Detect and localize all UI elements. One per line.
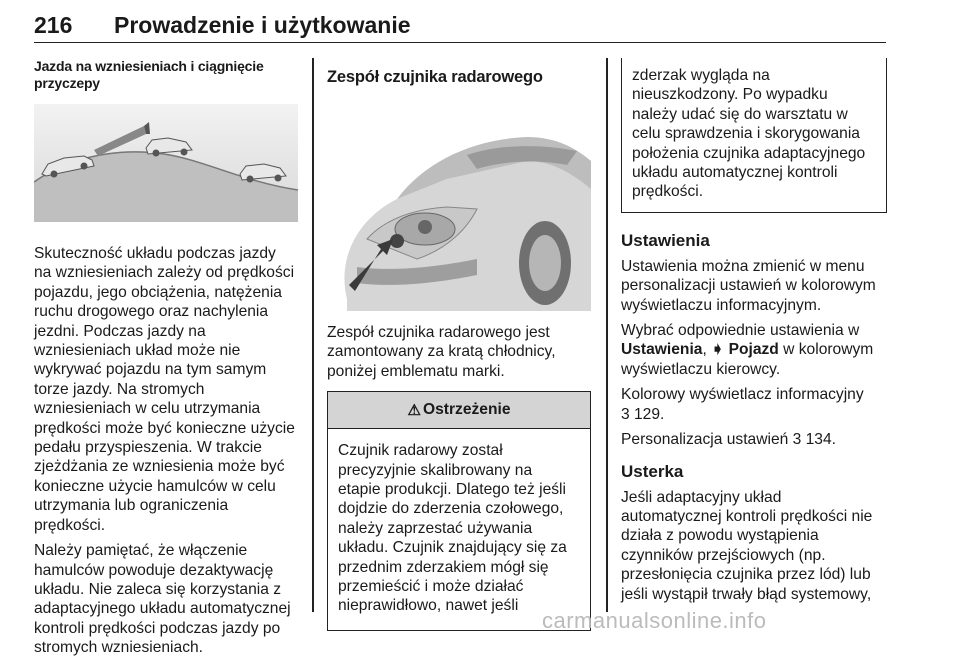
column-2 <box>327 58 591 631</box>
page-number: 216 <box>34 12 73 38</box>
page-reference-link: 3 129. <box>621 405 665 423</box>
warning-box <box>327 391 591 631</box>
column-3 <box>621 58 887 610</box>
hills-paragraph-1: Skuteczność układu podczas jazdy na wzniesieniach zależy od prędkości pojazdu, jego obciążenia, natężenia ruchu drogowego oraz nachylenia jezdni. Podczas jazdy na wzniesieniach układ może nie wykrywać pojazdu na tym samym torze jazdy. Na stromych wzniesieniach w celu utrzymania prędkości może być konieczne użycie pedału przyspieszenia. W trakcie zjeżdżania ze wzniesienia może być konieczne użycie hamulców w celu utrzymania lub ograniczenia prędkości. <box>34 245 295 534</box>
running-title: Prowadzenie i użytkowanie <box>114 12 411 38</box>
arrow-icon: ➧ <box>711 341 725 359</box>
hills-paragraph-2: Należy pamiętać, że włączenie hamulców powoduje dezaktywację układu. Nie zaleca się korzystania z adaptacyjnego układu automatycznej kontroli prędkości podczas jazdy po stromych wzniesieniach. <box>34 542 291 657</box>
fault-paragraph: Jeśli adaptacyjny układ automatycznej kontroli prędkości nie działa z powodu wystąpienia czynników przejściowych (np. przesłonięcia czujnika przez lód) lub jeśli wystąpił trwały błąd systemowy, <box>621 488 873 603</box>
section-heading-hills: Jazda na wzniesieniach i ciągnięcie przyczepy <box>34 58 264 91</box>
warning-body: Czujnik radarowy został precyzyjnie skalibrowany na etapie produkcji. Dlatego też jeśli dojdzie do zderzenia czołowego, należy zaprzestać używania układu. Czujnik znajdujący się za przednim zderzakiem mógł się przemieścić i może działać nieprawidłowo, nawet jeśli <box>338 442 567 615</box>
hill-driving-illustration <box>34 104 298 222</box>
warning-triangle-icon: ⚠ <box>407 402 421 420</box>
warning-box-continued: zderzak wygląda na nieuszkodzony. Po wypadku należy udać się do warsztatu w celu sprawdzenia i skorygowania położenia czujnika adaptacyjnego układu automatycznej kontroli prędkości. <box>621 58 887 213</box>
radar-paragraph: Zespół czujnika radarowego jest zamontowany za kratą chłodnicy, poniżej emblematu marki. <box>327 324 556 380</box>
settings-paragraph-4: Personalizacja ustawień 3 134. <box>621 431 836 449</box>
section-heading-fault: Usterka <box>621 461 684 481</box>
radar-sensor-illustration <box>327 99 591 311</box>
watermark: carmanualsonline.info <box>542 608 767 633</box>
settings-paragraph-1: Ustawienia można zmienić w menu personalizacji ustawień w kolorowym wyświetlaczu informacyjnym. <box>621 257 876 314</box>
column-1 <box>34 58 298 664</box>
settings-paragraph-2: Wybrać odpowiednie ustawienia w Ustawienia, ➧ Pojazd w kolorowym wyświetlaczu kierowcy. <box>621 322 874 378</box>
settings-paragraph-3: Kolorowy wyświetlacz informacyjny 3 129. <box>621 385 887 424</box>
section-heading-settings: Ustawienia <box>621 230 710 250</box>
warning-header <box>328 392 590 429</box>
column-divider-2 <box>606 58 608 612</box>
section-heading-radar: Zespół czujnika radarowego <box>327 68 543 86</box>
page-header <box>34 8 886 43</box>
warning-title: Ostrzeżenie <box>422 401 511 419</box>
column-divider-1 <box>312 58 314 612</box>
